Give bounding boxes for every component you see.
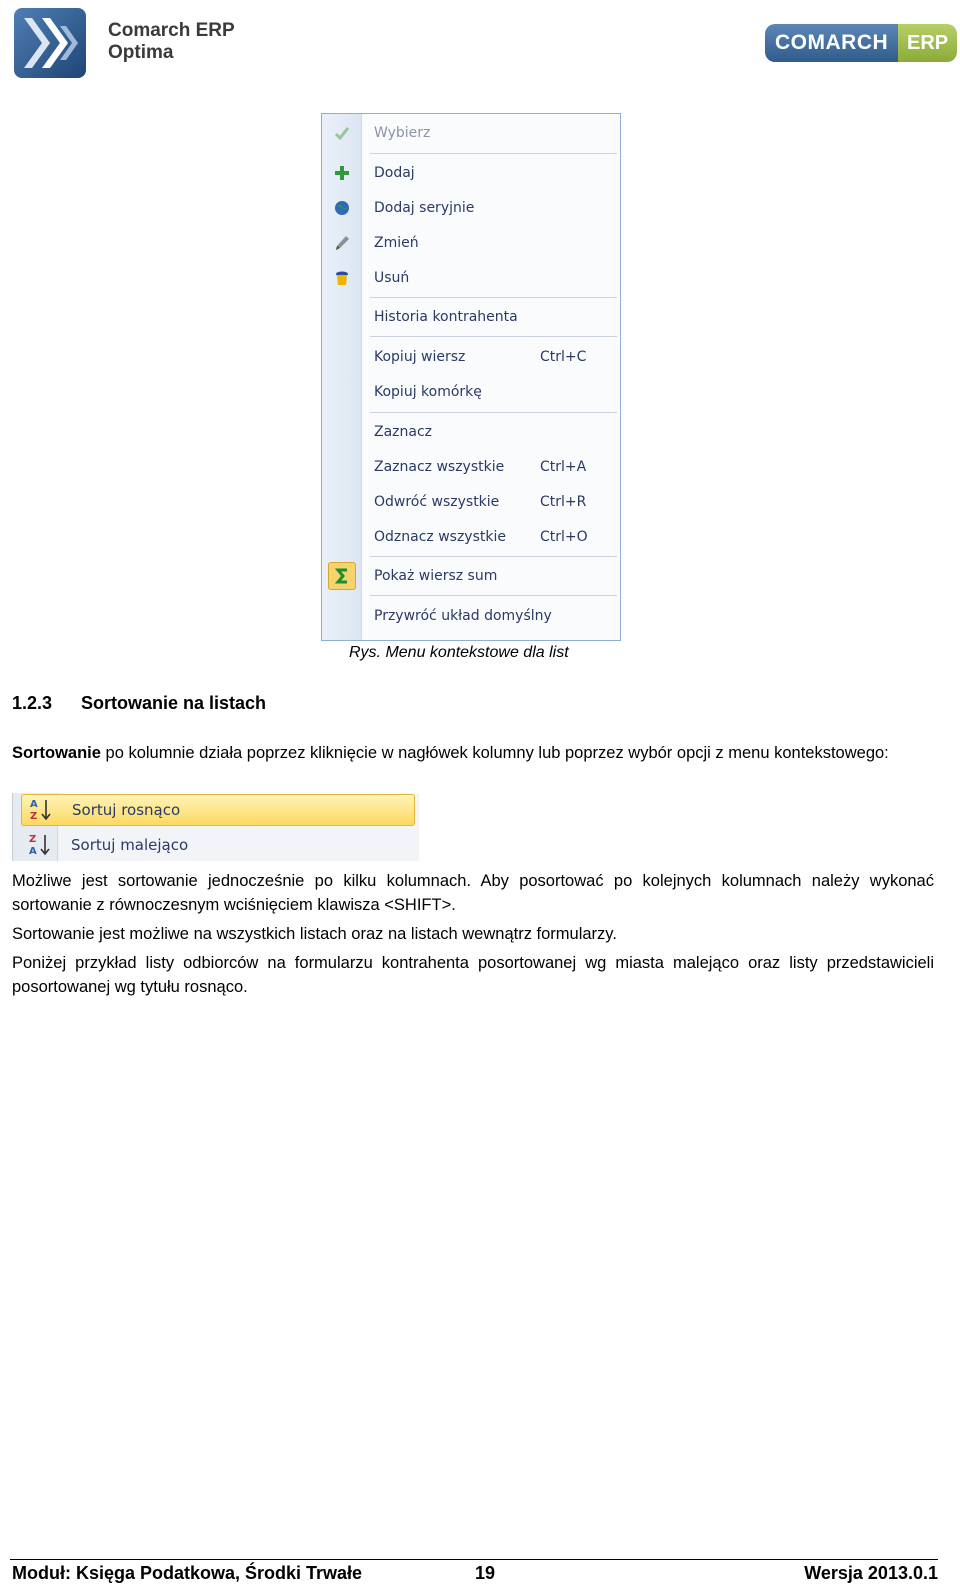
menu-item-label: Kopiuj wiersz xyxy=(374,349,466,365)
menu-item-label: Zmień xyxy=(374,235,419,251)
menu-item-zaznacz[interactable] xyxy=(322,415,620,449)
brand-comarch: COMARCH xyxy=(765,24,898,62)
menu-item-pokaz-wiersz-sum[interactable] xyxy=(322,559,620,593)
menu-item-label: Usuń xyxy=(374,270,410,286)
menu-separator xyxy=(370,297,617,298)
check-icon xyxy=(333,124,351,142)
menu-item-shortcut: Ctrl+R xyxy=(540,494,587,510)
menu-item-zmien[interactable] xyxy=(322,226,620,260)
menu-item-dodaj-seryjnie[interactable] xyxy=(322,191,620,225)
section-title: Sortowanie na listach xyxy=(81,693,267,713)
brand-logo xyxy=(765,24,957,62)
plus-icon xyxy=(333,164,351,182)
menu-item-label: Historia kontrahenta xyxy=(374,309,518,325)
menu-item-label: Kopiuj komórkę xyxy=(374,384,482,400)
sort-menu xyxy=(12,793,419,861)
product-title-line2: Optima xyxy=(108,42,174,63)
menu-item-wybierz[interactable] xyxy=(322,116,620,150)
comarch-logo-icon xyxy=(14,8,86,78)
menu-separator xyxy=(370,336,617,337)
menu-item-shortcut: Ctrl+A xyxy=(540,459,587,475)
context-menu xyxy=(321,113,621,641)
paragraph-example: Poniżej przykład listy odbiorców na formularzu kontrahenta posortowanej wg miasta malejąco oraz listy przedstawicieli posortowanej wg tytułu rosnąco. xyxy=(12,954,934,996)
product-title xyxy=(108,20,235,64)
sort-az-icon xyxy=(28,797,54,823)
section-heading xyxy=(12,693,266,714)
sort-descending-label: Sortuj malejąco xyxy=(71,836,189,854)
svg-text:A: A xyxy=(30,799,38,810)
trash-icon xyxy=(333,269,351,287)
menu-item-label: Odwróć wszystkie xyxy=(374,494,500,510)
globe-icon xyxy=(333,199,351,217)
paragraph-multi-column: Możliwe jest sortowanie jednocześnie po kilku kolumnach. Aby posortować po kolejnych kolumnach należy wykonać sortowanie z równoczesnym wciśnięciem klawisza <SHIFT>. xyxy=(12,872,934,914)
menu-item-label: Odznacz wszystkie xyxy=(374,529,506,545)
menu-item-przywroc-uklad[interactable] xyxy=(322,599,620,633)
svg-text:Z: Z xyxy=(29,834,37,845)
paragraph-sorting-intro xyxy=(12,741,934,765)
menu-item-odznacz-wszystkie[interactable] xyxy=(322,520,620,554)
footer-divider xyxy=(10,1559,938,1560)
menu-item-kopiuj-wiersz[interactable] xyxy=(322,340,620,374)
sort-ascending-item[interactable] xyxy=(21,794,415,826)
menu-item-kopiuj-komorke[interactable] xyxy=(322,375,620,409)
footer-page-number: 19 xyxy=(475,1563,496,1583)
menu-separator xyxy=(370,595,617,596)
svg-text:Z: Z xyxy=(30,811,38,822)
menu-item-shortcut: Ctrl+O xyxy=(540,529,588,545)
menu-item-dodaj[interactable] xyxy=(322,156,620,190)
sort-descending-item[interactable] xyxy=(21,829,415,861)
menu-item-label: Pokaż wiersz sum xyxy=(374,568,498,584)
menu-separator xyxy=(370,556,617,557)
menu-item-odwroc-wszystkie[interactable] xyxy=(322,485,620,519)
caption-text: Rys. Menu kontekstowe dla list xyxy=(349,644,569,661)
paragraph-all-lists: Sortowanie jest możliwe na wszystkich listach oraz na listach wewnątrz formularzy. xyxy=(12,925,617,943)
menu-item-label: Zaznacz wszystkie xyxy=(374,459,505,475)
brand-erp: ERP xyxy=(898,24,957,62)
menu-item-label: Wybierz xyxy=(374,125,431,141)
pencil-icon xyxy=(333,234,351,252)
menu-item-usun[interactable] xyxy=(322,261,620,295)
menu-item-label: Przywróć układ domyślny xyxy=(374,608,552,624)
bold-term: Sortowanie xyxy=(12,744,101,762)
menu-item-zaznacz-wszystkie[interactable] xyxy=(322,450,620,484)
svg-text:A: A xyxy=(29,846,37,857)
sort-za-icon xyxy=(27,832,53,858)
menu-separator xyxy=(370,412,617,413)
footer-module: Moduł: Księga Podatkowa, Środki Trwałe xyxy=(12,1563,363,1583)
menu-item-label: Zaznacz xyxy=(374,424,433,440)
sort-ascending-label: Sortuj rosnąco xyxy=(72,801,181,819)
paragraph-text: po kolumnie działa poprzez kliknięcie w nagłówek kolumny lub poprzez wybór opcji z menu kontekstowego: xyxy=(100,744,889,762)
menu-item-shortcut: Ctrl+C xyxy=(540,349,587,365)
menu-item-historia-kontrahenta[interactable] xyxy=(322,300,620,334)
sum-icon xyxy=(328,562,356,590)
section-number: 1.2.3 xyxy=(12,693,53,713)
menu-separator xyxy=(370,153,617,154)
menu-item-label: Dodaj xyxy=(374,165,415,181)
footer-version: Wersja 2013.0.1 xyxy=(804,1563,938,1583)
product-title-line1: Comarch ERP xyxy=(108,20,235,41)
menu-item-label: Dodaj seryjnie xyxy=(374,200,475,216)
